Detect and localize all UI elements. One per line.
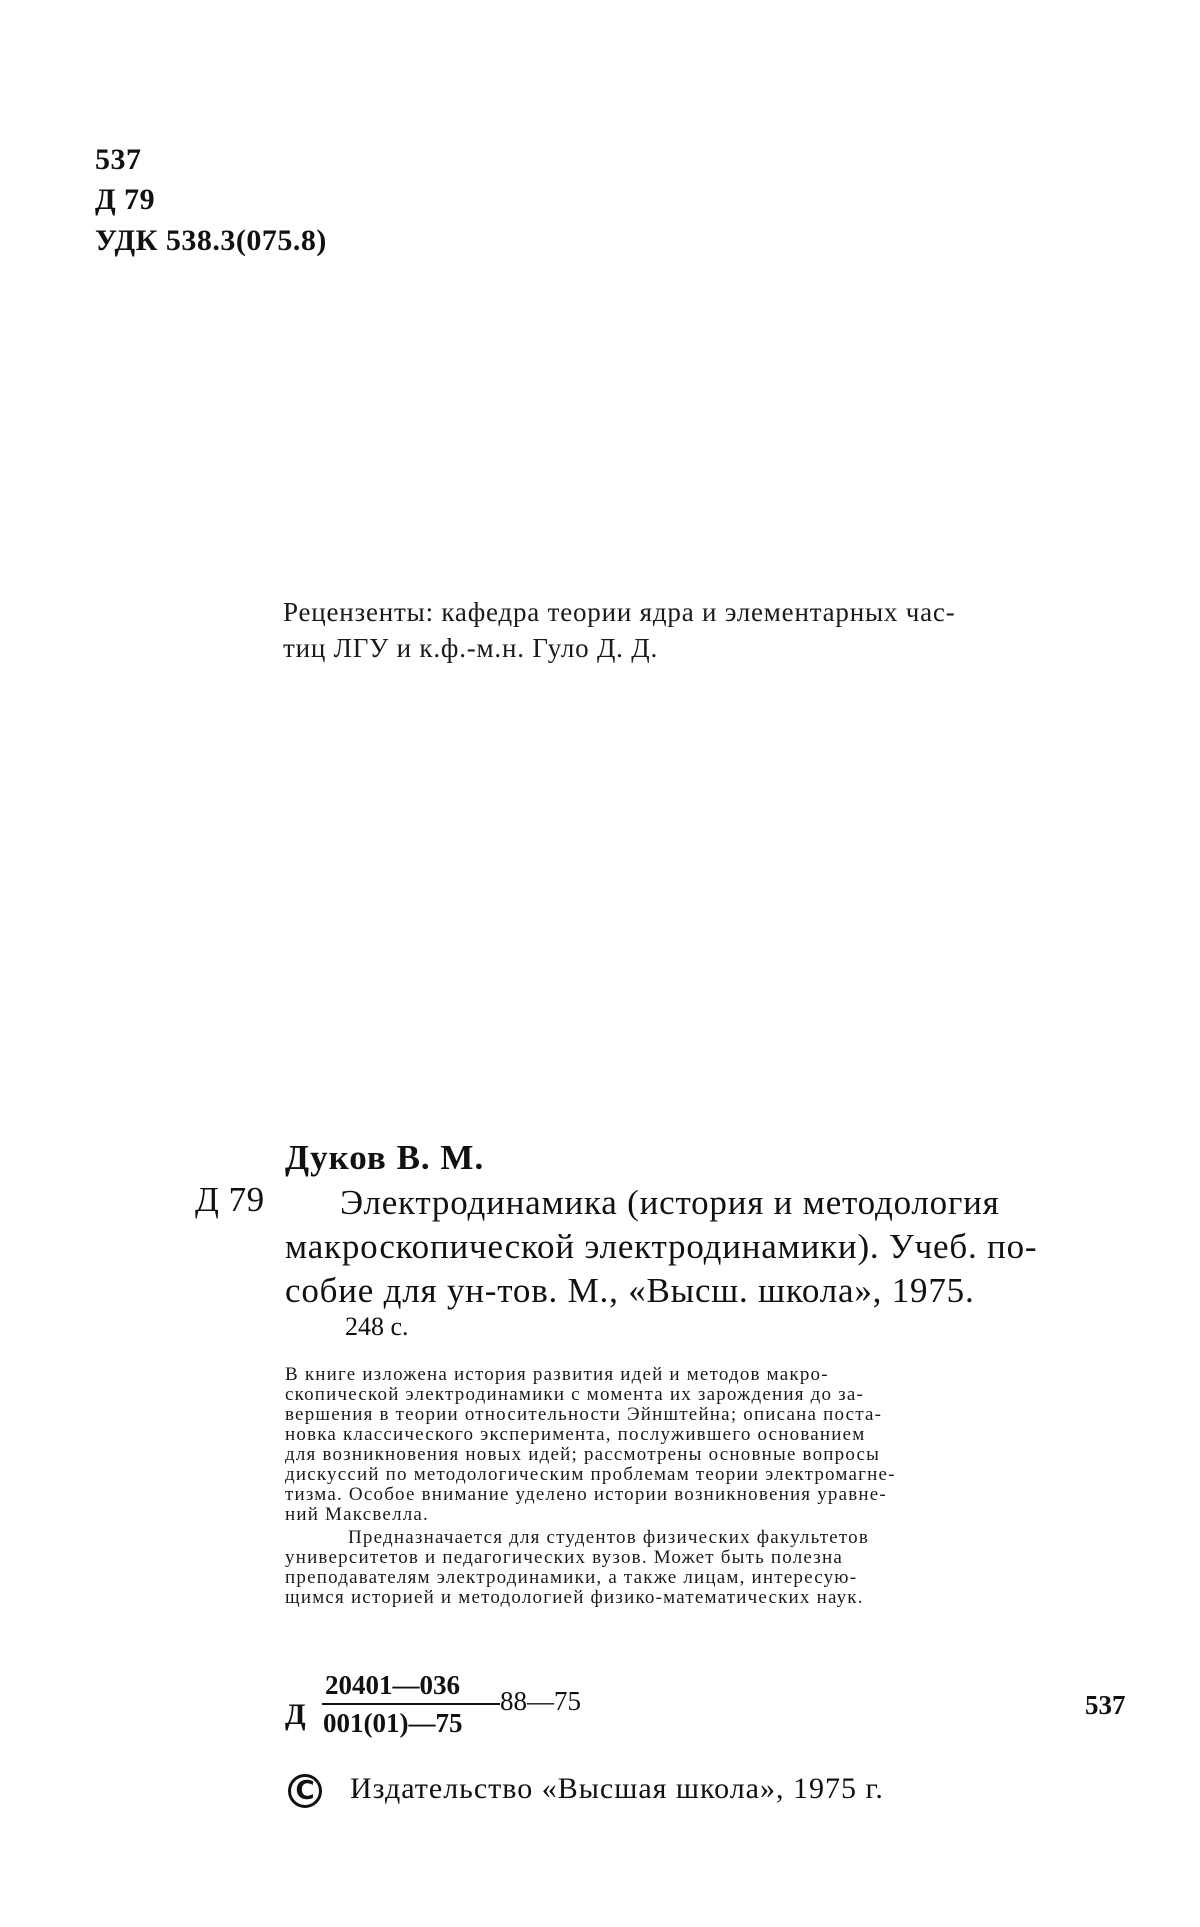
reference-right-code: 537 (1085, 1690, 1126, 1720)
annotation-line: вершения в теории относительности Эйнштейна; описана поста- (285, 1404, 883, 1425)
reference-denominator: 001(01)—75 (323, 1708, 463, 1738)
reviewers-line: Рецензенты: кафедра теории ядра и элементарных час- (283, 597, 956, 627)
author-name: Дуков В. М. (285, 1138, 485, 1177)
annotation-line: для возникновения новых идей; рассмотрены основные вопросы (285, 1444, 881, 1465)
copyright-icon: C (288, 1774, 322, 1808)
book-title-line: собие для ун-тов. М., «Высш. школа», 1975. (285, 1271, 975, 1310)
classification-line: Д 79 (95, 183, 156, 216)
book-title-line: Электродинамика (история и методология (340, 1183, 1000, 1222)
reviewers-line: тиц ЛГУ и к.ф.-м.н. Гуло Д. Д. (283, 633, 659, 663)
annotation-line: Предназначается для студентов физических факультетов (348, 1527, 870, 1548)
book-title-line: макроскопической электродинамики). Учеб. по- (285, 1227, 1038, 1266)
annotation-line: скопической электродинамики с момента их зарождения до за- (285, 1384, 864, 1405)
page-count: 248 с. (345, 1312, 409, 1341)
annotation-line: В книге изложена история развития идей и методов макро- (285, 1364, 829, 1385)
catalog-code: Д 79 (195, 1180, 265, 1219)
annotation-line: новка классического эксперимента, послужившего основанием (285, 1424, 866, 1445)
annotation-line: университетов и педагогических вузов. Может быть полезна (285, 1547, 843, 1568)
annotation-line: щимся историей и методологией физико-математических наук. (285, 1587, 864, 1608)
reference-numerator: 20401—036 (325, 1670, 460, 1700)
reference-letter: Д (285, 1698, 306, 1731)
annotation-line: дискуссий по методологическим проблемам теории электромагне- (285, 1464, 896, 1485)
udc-code: УДК 538.3(075.8) (95, 224, 327, 257)
reference-suffix: 88—75 (500, 1686, 581, 1716)
annotation-line: тизма. Особое внимание уделено истории возникновения уравне- (285, 1484, 887, 1505)
classification-line: 537 (95, 143, 142, 176)
annotation-line: ний Максвелла. (285, 1504, 430, 1525)
annotation-line: преподавателям электродинамики, а также лицам, интересую- (285, 1567, 858, 1588)
fraction-line (322, 1703, 500, 1705)
copyright-text: Издательство «Высшая школа», 1975 г. (350, 1772, 884, 1805)
